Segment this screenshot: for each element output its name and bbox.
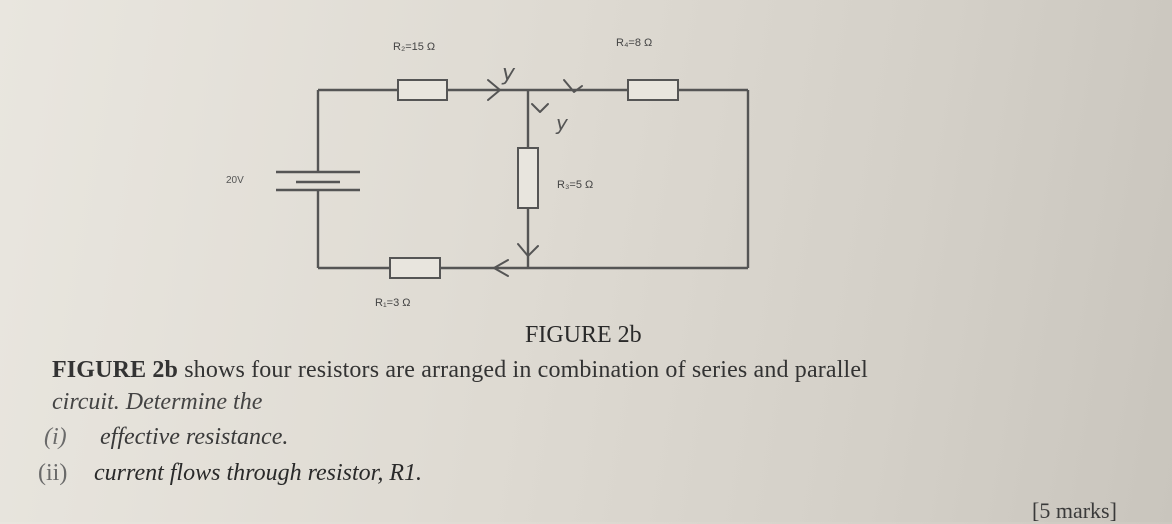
resistor-r1 (390, 258, 440, 278)
resistor-r1-label: R₁=3 Ω (375, 297, 411, 309)
marks-label: [5 marks] (1032, 498, 1117, 523)
question-text-1: effective resistance. (100, 424, 289, 450)
paragraph-line-2: circuit. Determine the (52, 389, 263, 415)
handwritten-current-total: y (502, 61, 516, 86)
question-item-2 (38, 460, 422, 487)
battery-symbol (276, 172, 360, 190)
question-paragraph (52, 352, 1162, 420)
resistor-r3 (518, 148, 538, 208)
arrow-down-icon (532, 104, 548, 112)
resistor-r4-label: R₄=8 Ω (616, 37, 653, 49)
figure-reference: FIGURE 2b (52, 357, 179, 383)
source-voltage-label: 20V (226, 175, 244, 186)
question-item-1 (44, 424, 288, 451)
resistor-r2 (398, 80, 447, 100)
question-text-2: current flows through resistor, R1. (94, 460, 423, 486)
handwritten-current-branch: y (556, 111, 568, 135)
question-number-1: (i) (44, 424, 67, 450)
resistor-r2-label: R₂=15 Ω (393, 41, 436, 53)
resistor-r4 (628, 80, 678, 100)
paragraph-line-1-text: shows four resistors are arranged in combination of series and parallel (178, 357, 868, 383)
paragraph-line-1 (52, 352, 1162, 388)
question-number-2: (ii) (38, 460, 68, 486)
resistor-r3-label: R₃=5 Ω (557, 179, 594, 191)
figure-title: FIGURE 2b (525, 322, 642, 348)
